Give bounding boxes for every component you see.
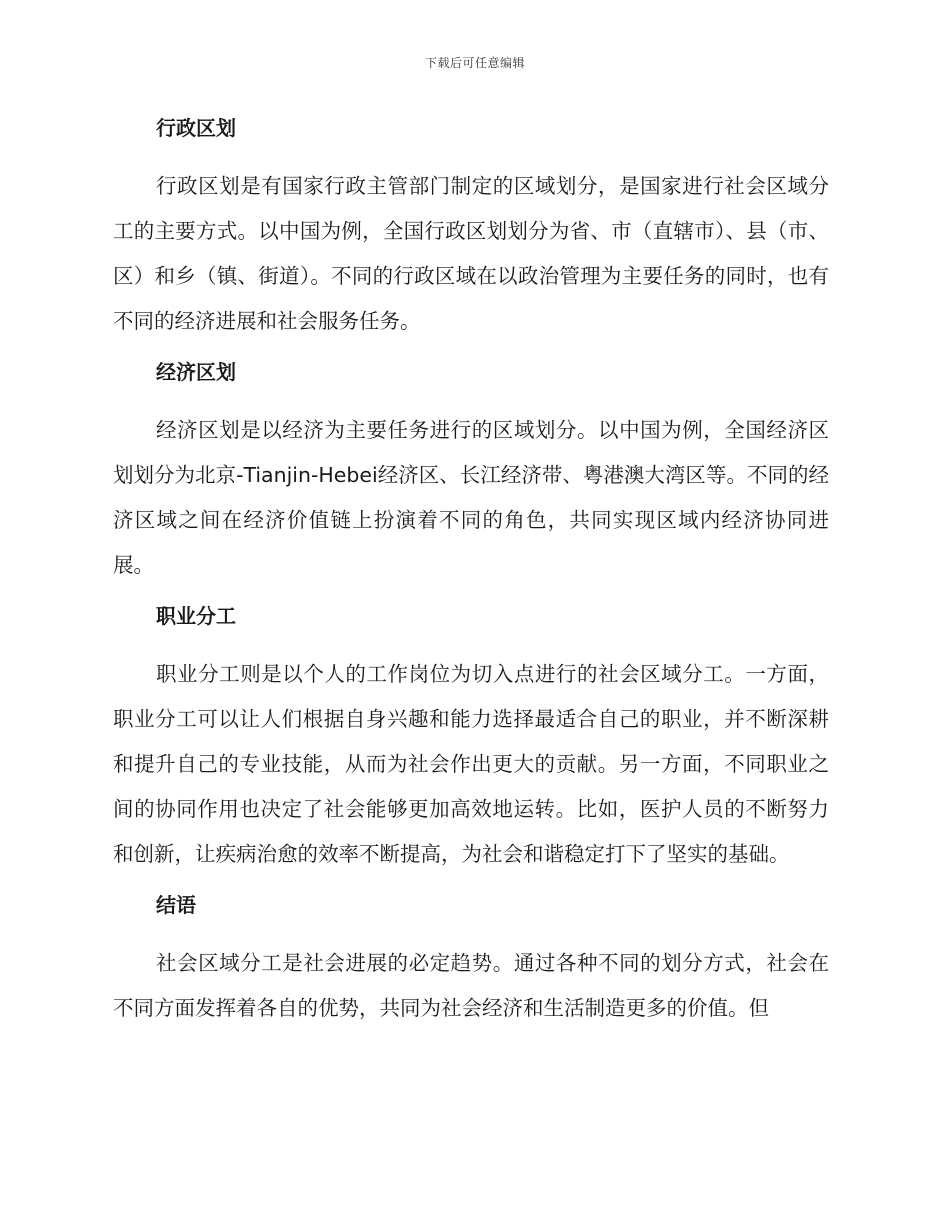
section-paragraph: 经济区划是以经济为主要任务进行的区域划分。以中国为例，全国经济区划划分为北京-Tianjin-Hebei经济区、长江经济带、粤港澳大湾区等。不同的经济区域之间在经济价值链上扮演着不同的角色，共同实现区域内经济协同进展。	[113, 418, 829, 577]
section-paragraph: 行政区划是有国家行政主管部门制定的区域划分，是国家进行社会区域分工的主要方式。以中国为例，全国行政区划划分为省、市（直辖市）、县（市、区）和乡（镇、街道）。不同的行政区域在以政治管理为主要任务的同时，也有不同的经济进展和社会服务任务。	[113, 174, 829, 333]
section-heading: 经济区划	[156, 360, 236, 384]
page-header: 下载后可任意编辑	[424, 56, 525, 70]
document-body	[113, 112, 829, 1043]
section-administrative-division	[113, 112, 829, 344]
section-heading: 职业分工	[156, 604, 236, 628]
section-heading: 行政区划	[156, 116, 236, 140]
section-paragraph: 社会区域分工是社会进展的必定趋势。通过各种不同的划分方式，社会在不同方面发挥着各自的优势，共同为社会经济和生活制造更多的价值。但	[113, 951, 829, 1020]
section-economic-division	[113, 356, 829, 588]
section-conclusion	[113, 889, 829, 1031]
section-paragraph: 职业分工则是以个人的工作岗位为切入点进行的社会区域分工。一方面，职业分工可以让人们根据自身兴趣和能力选择最适合自己的职业，并不断深耕和提升自己的专业技能，从而为社会作出更大的贡献。另一方面，不同职业之间的协同作用也决定了社会能够更加高效地运转。比如，医护人员的不断努力和创新，让疾病治愈的效率不断提高，为社会和谐稳定打下了坚实的基础。	[113, 662, 829, 866]
section-heading: 结语	[156, 893, 196, 917]
section-occupational-division	[113, 600, 829, 877]
